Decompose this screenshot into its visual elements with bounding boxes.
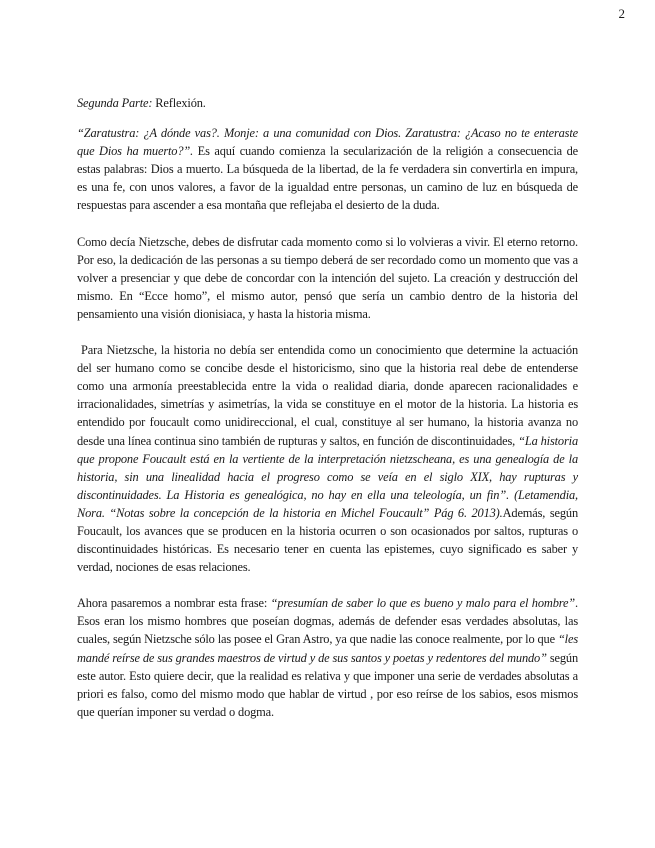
paragraph-zaratustra	[77, 124, 578, 214]
paragraph-frase	[77, 594, 578, 721]
paragraph-eterno-retorno	[77, 233, 578, 323]
frase-quote: “presumían de saber lo que es bueno y malo para el hombre”	[270, 596, 576, 611]
maestros-quote: “les mandé reírse de sus grandes maestros de virtud y de sus santos y poetas y redentores del mundo”	[77, 632, 578, 665]
section-title: Reflexión.	[152, 96, 206, 110]
zaratustra-quote: “Zaratustra: ¿A dónde vas?. Monje: a una comunidad con Dios. Zaratustra: ¿Acaso no te enteraste que Dios ha muerto?”.	[77, 126, 578, 159]
page-number: 2	[618, 6, 625, 21]
paragraph-text-continued: Además, según Foucault, los avances que se producen en la historia ocurren o son ocasionados por saltos, rupturas o discontinuidades históricas. Es necesario tener en cuenta las epistemes, cuyo significado es saber y verdad, nociones de esas relaciones.	[77, 505, 578, 575]
paragraph-historia	[77, 341, 578, 576]
paragraph-text: Ahora pasaremos a nombrar esta frase:	[77, 596, 271, 611]
paragraph-text: Para Nietzsche, la historia no debía ser entendida como un conocimiento que determine la actuación del ser humano como se concibe desde el historicismo, sino que la historia real debe de entenderse como una armonía preestablecida entre la vida o realidad diaria, donde aparecen racionalidades e irracionalidades, simetrías y asimetrías, la vida se constituye en el motor de la historia. La historia es entendido por foucault como unidireccional, el cual, constituye al ser humano, la historia avanza no desde una línea continua sino también de rupturas y saltos, en función de discontinuidades,	[77, 343, 578, 448]
document-body	[77, 94, 578, 739]
paragraph-text-end: según este autor. Esto quiere decir, que la realidad es relativa y que imponer una serie de verdades absolutas a priori es falso, como del mismo modo que hablar de virtud , por eso reírse de los sabios, esos mismos que querían imponer su verdad o dogma.	[77, 650, 578, 719]
foucault-quote: “La historia que propone Foucault está en la vertiente de la interpretación nietzscheana, es una genealogía de la historia, sin una linealidad hacia el progreso como se veía en el siglo XIX, hay rupturas y discontinuidades. La Historia es genealógica, no hay en ella una teleología, un fin”. (Letamendia, Nora. “Notas sobre la concepción de la historia en Michel Foucault” Pág 6. 2013).	[77, 433, 578, 520]
paragraph-text-continued: . Esos eran los mismo hombres que poseían dogmas, además de defender esas verdades absolutas, las cuales, según Nietzsche sólo las posee el Gran Astro, ya que nadie las conoce realmente, por lo que	[77, 596, 578, 647]
section-heading	[77, 94, 578, 112]
paragraph-text: Es aquí cuando comienza la secularización de la religión a consecuencia de estas palabras: Dios a muerto. La búsqueda de la libertad, de la fe verdadera sin convertirla en impura, es una fe, con unos valores, a favor de la igualdad entre personas, un camino de luz en búsqueda de respuestas para ascender a esa montaña que reflejaba el desierto de la duda.	[77, 144, 578, 213]
paragraph-text: Como decía Nietzsche, debes de disfrutar cada momento como si lo volvieras a vivir. El eterno retorno. Por eso, la dedicación de las personas a su tiempo deberá de ser recordado como un momento que vas a volver a presenciar y que debe de concordar con la intención del sujeto. La creación y destrucción del mismo. En “Ecce homo”, el mismo autor, pensó que sería un cambio dentro de la historia del pensamiento una visión dionisiaca, y hasta la historia misma.	[77, 234, 578, 321]
section-label: Segunda Parte:	[77, 96, 153, 110]
